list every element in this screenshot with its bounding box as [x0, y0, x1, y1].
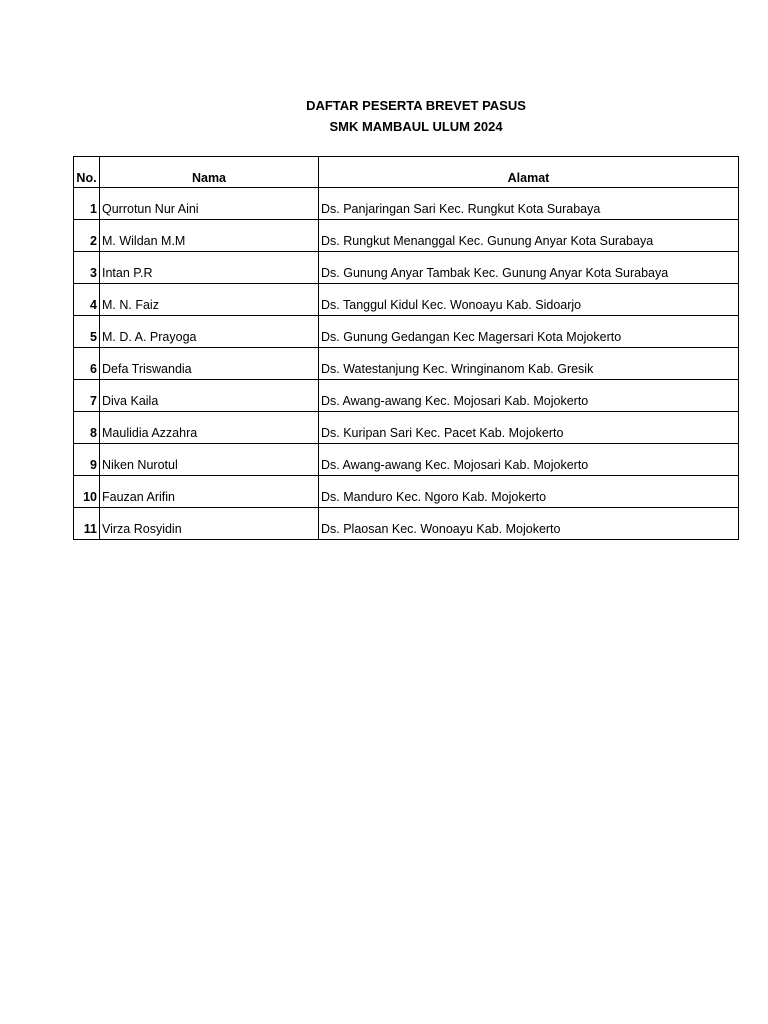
row-name: M. D. A. Prayoga — [100, 316, 319, 348]
table-row — [74, 284, 739, 316]
title-line-1: DAFTAR PESERTA BREVET PASUS — [306, 98, 526, 113]
row-number: 6 — [74, 348, 100, 380]
header-no: No. — [74, 157, 100, 188]
row-address: Ds. Awang-awang Kec. Mojosari Kab. Mojokerto — [319, 380, 739, 412]
row-address: Ds. Kuripan Sari Kec. Pacet Kab. Mojokerto — [319, 412, 739, 444]
row-number: 7 — [74, 380, 100, 412]
header-alamat: Alamat — [319, 157, 739, 188]
table-row — [74, 476, 739, 508]
row-address: Ds. Rungkut Menanggal Kec. Gunung Anyar Kota Surabaya — [319, 220, 739, 252]
row-name: Qurrotun Nur Aini — [100, 188, 319, 220]
row-name: Fauzan Arifin — [100, 476, 319, 508]
document-title — [0, 95, 768, 137]
table-row — [74, 188, 739, 220]
row-name: Defa Triswandia — [100, 348, 319, 380]
row-number: 8 — [74, 412, 100, 444]
row-number: 11 — [74, 508, 100, 540]
row-address: Ds. Plaosan Kec. Wonoayu Kab. Mojokerto — [319, 508, 739, 540]
row-name: M. N. Faiz — [100, 284, 319, 316]
row-number: 3 — [74, 252, 100, 284]
row-name: M. Wildan M.M — [100, 220, 319, 252]
row-number: 10 — [74, 476, 100, 508]
table-row — [74, 316, 739, 348]
row-address: Ds. Gunung Gedangan Kec Magersari Kota Mojokerto — [319, 316, 739, 348]
table-header-row — [74, 157, 739, 188]
table-row — [74, 508, 739, 540]
row-name: Maulidia Azzahra — [100, 412, 319, 444]
row-number: 2 — [74, 220, 100, 252]
table-row — [74, 252, 739, 284]
participant-table — [73, 156, 739, 540]
title-line-2: SMK MAMBAUL ULUM 2024 — [329, 119, 503, 134]
row-number: 1 — [74, 188, 100, 220]
table-row — [74, 380, 739, 412]
row-address: Ds. Panjaringan Sari Kec. Rungkut Kota Surabaya — [319, 188, 739, 220]
row-address: Ds. Tanggul Kidul Kec. Wonoayu Kab. Sidoarjo — [319, 284, 739, 316]
table-row — [74, 220, 739, 252]
table-row — [74, 348, 739, 380]
header-nama: Nama — [100, 157, 319, 188]
row-number: 9 — [74, 444, 100, 476]
row-address: Ds. Gunung Anyar Tambak Kec. Gunung Anyar Kota Surabaya — [319, 252, 739, 284]
row-name: Virza Rosyidin — [100, 508, 319, 540]
row-number: 5 — [74, 316, 100, 348]
row-address: Ds. Awang-awang Kec. Mojosari Kab. Mojokerto — [319, 444, 739, 476]
row-name: Intan P.R — [100, 252, 319, 284]
table-row — [74, 444, 739, 476]
row-number: 4 — [74, 284, 100, 316]
row-name: Diva Kaila — [100, 380, 319, 412]
row-address: Ds. Watestanjung Kec. Wringinanom Kab. Gresik — [319, 348, 739, 380]
row-address: Ds. Manduro Kec. Ngoro Kab. Mojokerto — [319, 476, 739, 508]
table-row — [74, 412, 739, 444]
row-name: Niken Nurotul — [100, 444, 319, 476]
